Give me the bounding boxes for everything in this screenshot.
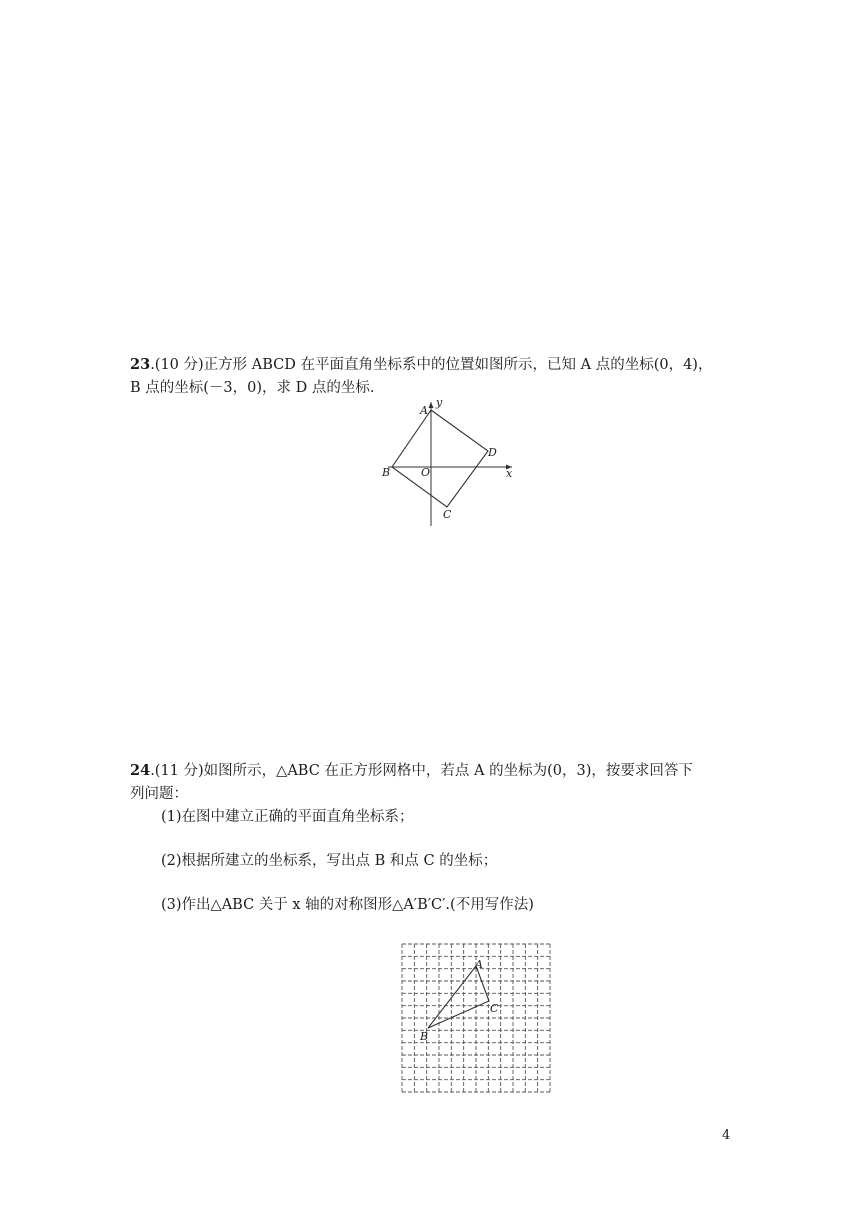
label-b: B (420, 1030, 429, 1043)
label-a: A (420, 404, 428, 417)
q23-line-1 (130, 354, 740, 376)
q24-part-1: (1)在图中建立正确的平面直角坐标系； (161, 809, 414, 825)
label-c: C (490, 1002, 499, 1015)
q23-text-1: .(10 分)正方形 ABCD 在平面直角坐标系中的位置如图所示，已知 A 点的坐标(0，4)， (150, 357, 713, 373)
q23-line-2: B 点的坐标(－3，0)，求 D 点的坐标. (130, 380, 375, 396)
q24-part-2: (2)根据所建立的坐标系，写出点 B 和点 C 的坐标； (161, 853, 498, 869)
q24-grid-figure (398, 940, 554, 1094)
label-d: D (488, 446, 497, 459)
square-abcd (392, 410, 488, 507)
q24-number: 24 (130, 762, 151, 779)
page-number: 4 (722, 1128, 731, 1143)
label-o: O (421, 466, 431, 479)
q23-coordinate-figure (378, 396, 518, 528)
label-a: A (475, 958, 483, 971)
label-c: C (443, 508, 452, 521)
q24-figure (398, 940, 554, 1094)
q24-line-1 (130, 760, 740, 782)
q24-text-1: .(11 分)如图所示，△ABC 在正方形网格中，若点 A 的坐标为(0，3)，按要求回答下 (150, 763, 693, 779)
q24-line-2: 列问题： (130, 786, 188, 802)
q24-part-3: (3)作出△ABC 关于 x 轴的对称图形△A′B′C′.(不用写作法) (161, 897, 534, 913)
label-y: y (436, 396, 443, 409)
q23-figure (378, 396, 518, 528)
label-x: x (506, 467, 513, 480)
y-axis-arrow (429, 402, 434, 408)
triangle-abc (428, 966, 489, 1028)
label-b: B (382, 466, 391, 479)
q23-number: 23 (130, 356, 151, 373)
